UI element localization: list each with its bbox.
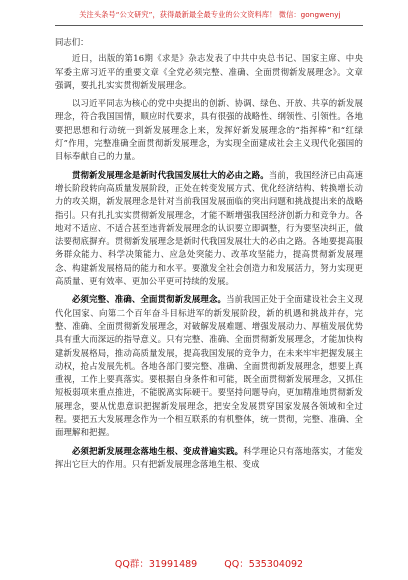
header-divider — [55, 25, 363, 26]
paragraph-3-text: 当前，我国经济已由高速增长阶段转向高质量发展阶段，正处在转变发展方式、优化经济结构、转换增长动力的攻关期，新发展理念是针对当前我国发展面临的突出问题和挑战提出来的战略指引。只有扎扎实实贯彻新发展理念，才能不断增强我国经济创新力和竞争力。各地对不适应、不适合甚至违背新发展理念的认识要立即调整，行为要坚决纠正，做法要彻底摒弃。贯彻新发展理念是新时代我国发展壮大的必由之路。各地要提高服务群众能力、科学决策能力、应急处突能力、改革攻坚能力，提高贯彻新发展理念、构建新发展格局的能力和水平。要激发全社会创造力和发展活力，努力实现更高质量、更有效率、更加公平更可持续的发展。 — [55, 169, 363, 287]
paragraph-4-text: 当前我国正处于全面建设社会主义现代化国家、向第二个百年奋斗目标进军的新发展阶段，新的机遇和挑战并存，完整、准确、全面贯彻新发展理念，对破解发展难题、增强发展动力、厚植发展优势具有重大而深远的指导意义。只有完整、准确、全面贯彻新发展理念，才能加快构建新发展格局，推动高质量发展，提高我国发展的竞争力，在未来牢牢把握发展主动权，抢占发展先机。各地各部门要完整、准确、全面贯彻新发展理念，想要上真重视，工作上要真落实。要根据自身条件和可能，既全面贯彻新发展理念，又抓住短板弱项来重点推进，不能脱离实际硬干。要坚持问题导向，更加精准地贯彻新发展理念，要从忧患意识把握新发展理念，把安全发展贯穿国家发展各领域和全过程。要把五大发展理念作为一个相互联系的有机整体，统一贯彻，完整、准确、全面理解和把握。 — [55, 294, 363, 438]
footer-contact — [55, 556, 363, 570]
salutation: 同志们： — [55, 37, 89, 47]
paragraph-4-lead: 必须完整、准确、全面贯彻新发展理念。 — [72, 294, 227, 305]
paragraph-3 — [55, 169, 363, 289]
footer-qq-group: QQ群：31991489 — [114, 559, 198, 570]
header-banner: 关注头条号“公文研究”，获得最新最全最专业的公文资料库！ 微信：gongwenyj — [79, 10, 341, 19]
paragraph-5 — [55, 445, 363, 472]
document-body — [55, 36, 363, 476]
footer-qq: QQ：535304092 — [224, 559, 304, 570]
paragraph-3-lead: 贯彻新发展理念是新时代我国发展壮大的必由之路。 — [72, 169, 269, 180]
paragraph-5-text: 科学理论只有落地落实，才能发挥出它巨大的作用。只有把新发展理念落地生根、变成 — [55, 445, 364, 469]
paragraph-4 — [55, 293, 363, 439]
paragraph-5-lead: 必须把新发展理念落地生根、变成普遍实践。 — [72, 445, 244, 456]
paragraph-2: 以习近平同志为核心的党中央提出的创新、协调、绿色、开放、共享的新发展理念，符合我国国情，顺应时代要求，具有很强的战略性、纲领性、引领性。各地要把思想和行动统一到新发展理念上来，发挥好新发展理念的“指挥棒”和“红绿灯”作用，完整准确全面贯彻新发展理念，为实现全面建成社会主义现代化强国的目标奉献自己的力量。 — [55, 98, 363, 162]
paragraph-1: 近日，出版的第16期《求是》杂志发表了中共中央总书记、国家主席、中央军委主席习近平的重要文章《全党必须完整、准确、全面贯彻新发展理念》。文章强调，要扎扎实实贯彻新发展理念。 — [55, 53, 363, 90]
